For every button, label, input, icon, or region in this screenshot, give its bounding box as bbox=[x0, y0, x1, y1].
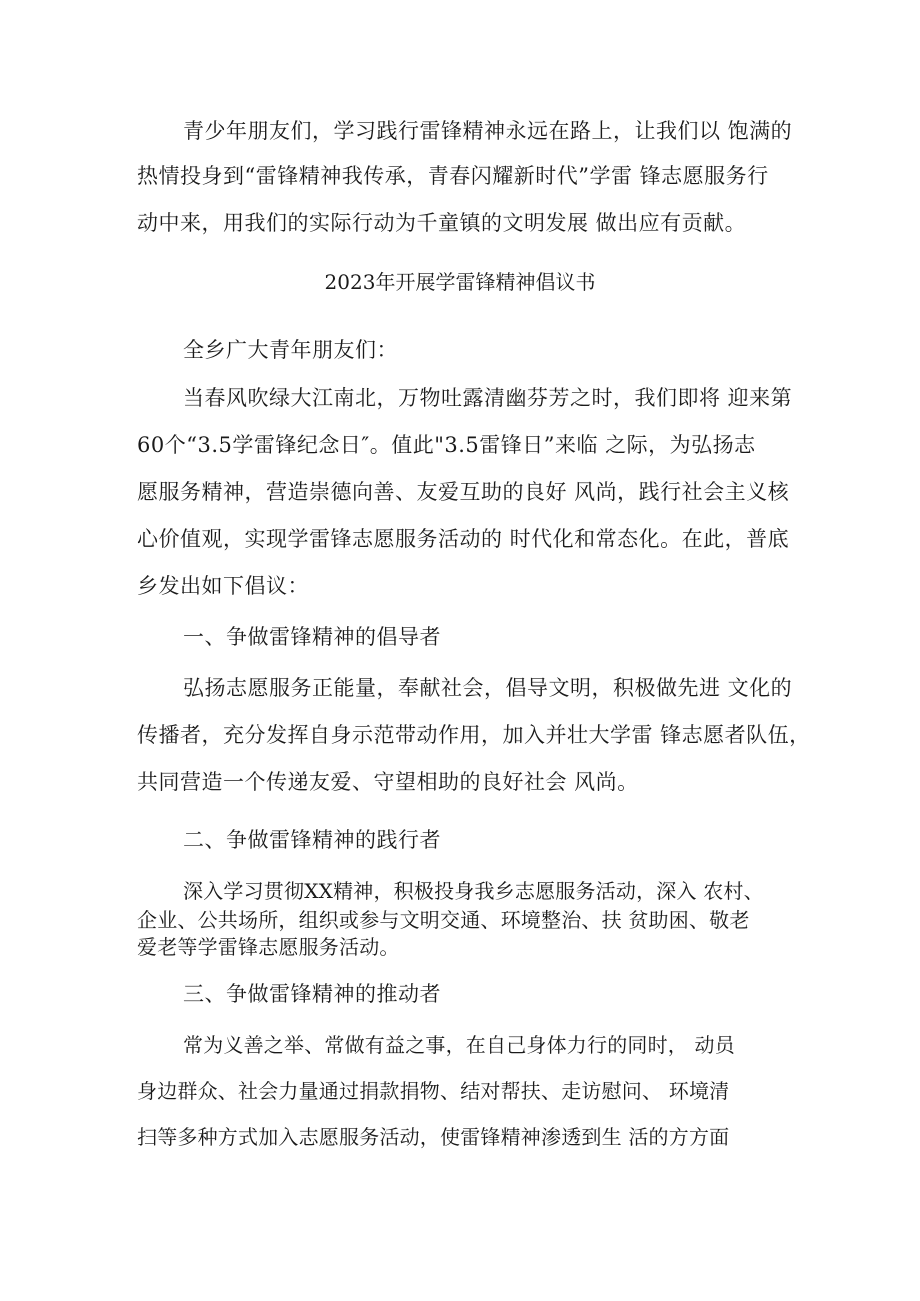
section-3-line-3: 扫等多种方式加入志愿服务活动，使雷锋精神渗透到生 活的方方面 bbox=[137, 1125, 730, 1149]
paragraph-1-line-5: 乡发出如下倡议： bbox=[137, 574, 309, 598]
section-2-line-3: 爱老等学雷锋志愿服务活动。 bbox=[137, 935, 400, 959]
intro-line-1: 青少年朋友们，学习践行雷锋精神永远在路上，让我们以 饱满的 bbox=[183, 119, 793, 143]
intro-line-2: 热情投身到“雷锋精神我传承，青春闪耀新时代”学雷 锋志愿服务行 bbox=[137, 164, 769, 188]
intro-line-3: 动中来，用我们的实际行动为千童镇的文明发展 做出应有贡献。 bbox=[137, 211, 747, 235]
section-3-line-2: 身边群众、社会力量通过捐款捐物、结对帮扶、走访慰问、 环境清 bbox=[137, 1079, 730, 1103]
section-2-line-2: 企业、公共场所，组织或参与文明交通、环境整治、扶 贫助困、敬老 bbox=[137, 908, 750, 932]
paragraph-1-line-2: 60个“3.5学雷锋纪念日″。值此"3.5雷锋日”来临 之际，为弘扬志 bbox=[137, 433, 756, 457]
section-2-line-1: 深入学习贯彻XX精神，积极投身我乡志愿服务活动，深入 农村、 bbox=[183, 879, 764, 903]
section-1-heading: 一、争做雷锋精神的倡导者 bbox=[183, 625, 441, 649]
greeting: 全乡广大青年朋友们： bbox=[183, 338, 398, 362]
section-1-line-2: 传播者，充分发挥自身示范带动作用，加入并壮大学雷 锋志愿者队伍， bbox=[137, 723, 811, 747]
paragraph-1-line-1: 当春风吹绿大江南北，万物吐露清幽芬芳之时，我们即将 迎来第 bbox=[183, 386, 793, 410]
document-title: 2023年开展学雷锋精神倡议书 bbox=[324, 270, 596, 294]
paragraph-1-line-4: 心价值观，实现学雷锋志愿服务活动的 时代化和常态化。在此，普底 bbox=[137, 527, 790, 551]
section-1-line-3: 共同营造一个传递友爱、守望相助的良好社会 风尚。 bbox=[137, 770, 639, 794]
section-3-heading: 三、争做雷锋精神的推动者 bbox=[183, 982, 441, 1006]
paragraph-1-line-3: 愿服务精神，营造崇德向善、友爱互助的良好 风尚，践行社会主义核 bbox=[137, 480, 790, 504]
section-3-line-1: 常为义善之举、常做有益之事，在自己身体力行的同时， 动员 bbox=[183, 1033, 735, 1057]
section-1-line-1: 弘扬志愿服务正能量，奉献社会，倡导文明，积极做先进 文化的 bbox=[183, 676, 793, 700]
section-2-heading: 二、争做雷锋精神的践行者 bbox=[183, 828, 441, 852]
